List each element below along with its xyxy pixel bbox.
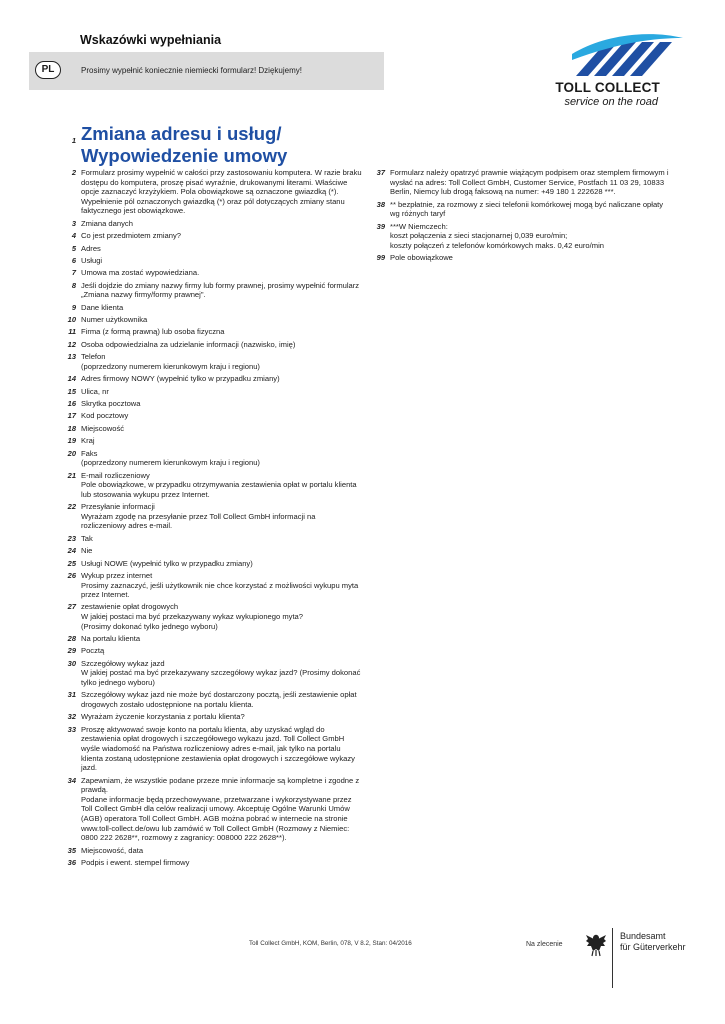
legend-item: [62, 303, 362, 313]
legend-item: [62, 424, 362, 434]
legend-item-text: Na portalu klienta: [81, 634, 141, 644]
legend-item-text: Szczegółowy wykaz jazd nie może być dostarczony pocztą, jeśli zestawienie opłat drogowych zostało udostępnione na portalu klienta.: [81, 690, 357, 710]
legend-item-number: 6: [71, 255, 76, 265]
legend-item-text: Zapewniam, że wszystkie podane przeze mnie informacje są kompletne i zgodne z prawdą. Podane informacje będą przechowywane, przetwarzane i wykorzystywane przez Toll Collect GmbH dla celów realizacji umowy. Akceptuję Ogólne Warunki Umów (AGB) operatora Toll Collect GmbH. AGB można pobrać w internecie na stronie www.toll-collect.de/owu lub zamówić w Toll Collect GmbH (Rozmowy z Niemiec: 0800 222 2628**, rozmowy z zagranicy: 008000 222 2628**).: [81, 775, 360, 843]
legend-item-text: Usługi: [81, 255, 103, 265]
legend-item-number: 30: [67, 658, 76, 668]
legend-item-number: 37: [376, 168, 385, 177]
legend-item-number: 14: [67, 374, 76, 384]
title-number: 1: [71, 136, 76, 145]
legend-item: [62, 315, 362, 325]
legend-item-text: Umowa ma zostać wypowiedziana.: [81, 268, 200, 278]
legend-item: [62, 256, 362, 266]
legend-item-number: 29: [67, 646, 76, 656]
legend-item: [62, 387, 362, 397]
legend-item-number: 22: [67, 502, 76, 512]
legend-item-text: Telefon (poprzedzony numerem kierunkowym kraju i regionu): [81, 352, 260, 371]
legend-item-number: 31: [67, 690, 76, 700]
legend-item-text: zestawienie opłat drogowych W jakiej postaci ma być przekazywany wykaz wykupionego myta? (Prosimy dokonać tylko jednego wyboru): [81, 602, 303, 631]
legend-item-number: 25: [67, 558, 76, 568]
federal-eagle-icon: [585, 929, 607, 957]
legend-item-number: 21: [67, 470, 76, 480]
legend-item: [62, 571, 362, 600]
legend-item: [62, 534, 362, 544]
legend-item-text: Tak: [81, 533, 93, 543]
legend-item-text: Firma (z formą prawną) lub osoba fizyczna: [81, 327, 225, 337]
legend-item-number: 5: [71, 243, 76, 253]
legend-item: [62, 546, 362, 556]
legend-item-text: Przesyłanie informacji Wyrażam zgodę na przesyłanie przez Toll Collect GmbH informacji na rozliczeniowy adres e-mail.: [81, 502, 316, 531]
legend-item-text: Kraj: [81, 436, 95, 446]
legend-item-number: 38: [376, 199, 385, 209]
legend-item-text: Usługi NOWE (wypełnić tylko w przypadku zmiany): [81, 558, 253, 568]
footer-imprint: Toll Collect GmbH, KOM, Berlin, 078, V 8.2, Stan: 04/2016: [249, 940, 412, 947]
left-column: [62, 168, 362, 870]
legend-item: [62, 712, 362, 722]
legend-item-text: Kod pocztowy: [81, 411, 129, 421]
legend-item: [62, 244, 362, 254]
legend-item: [62, 268, 362, 278]
logo-tagline: service on the road: [564, 96, 658, 108]
legend-item-number: 4: [71, 231, 76, 241]
toll-collect-logo: [530, 32, 690, 112]
legend-item-text: Pocztą: [81, 646, 105, 656]
legend-item: [62, 559, 362, 569]
legend-item-number: 16: [67, 399, 76, 409]
legend-item-text: ***W Niemczech: koszt połączenia z sieci stacjonarnej 0,039 euro/min; koszty połączeń z telefonów komórkowych maks. 0,42 euro/min: [390, 221, 604, 250]
language-bar: [29, 52, 384, 90]
legend-item-text: Zmiana danych: [81, 218, 133, 228]
legend-item-text: Szczegółowy wykaz jazd W jakiej postać ma być przekazywany szczegółowy wykaz jazd? (Prosimy dokonać tylko jednego wyboru): [81, 658, 361, 688]
legend-item-text: E-mail rozliczeniowy Pole obowiązkowe, w przypadku otrzymywania zestawienia opłat w portalu klienta lub stosowania wykupu przez Internet.: [81, 470, 357, 499]
right-column: [371, 168, 671, 266]
legend-item-text: Ulica, nr: [81, 386, 109, 396]
legend-item-text: Wykup przez internet Prosimy zaznaczyć, jeśli użytkownik nie chce korzystać z możliwości wykupu myta przez Internet.: [81, 570, 359, 600]
legend-item-text: Skrytka pocztowa: [81, 399, 141, 409]
legend-item: [62, 776, 362, 843]
legend-item-number: 36: [67, 857, 76, 867]
legend-item-text: Formularz prosimy wypełnić w całości przy zastosowaniu komputera. W razie braku dostępu do komputera, proszę pisać wyraźnie, drukowanymi literami. Właściwe opcje zaznaczyć krzyżykiem. Pola obowiązkowe są oznaczone gwiazdką (*). Wypełnienie pól oznaczonych gwiazdką (*) oraz pól dotyczących zmiany stanu faktycznego jest obowiązkowe.: [81, 168, 362, 216]
legend-item-number: 19: [67, 436, 76, 446]
legend-item-text: Dane klienta: [81, 302, 124, 312]
legend-item: [62, 846, 362, 856]
legend-item-number: 18: [67, 423, 76, 433]
legend-item: [62, 449, 362, 468]
legend-item-number: 34: [67, 775, 76, 785]
legend-item: [62, 168, 362, 216]
legend-item-number: 17: [67, 411, 76, 421]
legend-item-text: Co jest przedmiotem zmiany?: [81, 231, 182, 241]
legend-item-text: Numer użytkownika: [81, 315, 148, 325]
legend-item-number: 39: [376, 221, 385, 231]
legend-item-number: 23: [67, 533, 76, 543]
legend-item: [371, 253, 671, 263]
legend-item-number: 32: [67, 712, 76, 722]
legend-item-text: Miejscowość, data: [81, 845, 144, 855]
legend-item-text: Faks (poprzedzony numerem kierunkowym kraju i regionu): [81, 448, 260, 468]
legend-item-number: 10: [67, 315, 76, 325]
legend-item-number: 12: [67, 339, 76, 349]
legend-item-number: 15: [67, 386, 76, 396]
legend-item-number: 26: [67, 570, 76, 580]
legend-item-number: 28: [67, 634, 76, 644]
legend-item-number: 33: [67, 724, 76, 734]
authority-name: Bundesamt für Güterverkehr: [620, 931, 686, 952]
legend-item: [371, 200, 671, 219]
legend-item-text: Formularz należy opatrzyć prawnie wiążącym podpisem oraz stemplem firmowym i wysłać na adres: Toll Collect GmbH, Customer Service, Postfach 11 03 29, 10833 Berlin, Niemcy lub drogą faksową na numer: +49 180 1 222628 ***.: [390, 168, 669, 197]
legend-item: [62, 858, 362, 868]
legend-item: [62, 411, 362, 421]
legend-item-number: 13: [67, 352, 76, 362]
legend-item: [62, 340, 362, 350]
legend-item-text: Proszę aktywować swoje konto na portalu klienta, aby uzyskać wgląd do zestawienia opłat drogowych i szczegółowego wykazu jazd. Toll Collect GmbH wyśle wiadomość na Państwa rozliczeniowy adres e-mail, jak tylko na portalu klienta zostaną udostępnione zestawienia opłat drogowych i szczegółowe wykazy jazd.: [81, 724, 355, 773]
legend-item: [62, 352, 362, 371]
legend-item-number: 7: [71, 268, 76, 278]
legend-item: [62, 602, 362, 631]
legend-item: [62, 281, 362, 300]
legend-item-number: 3: [71, 218, 76, 228]
legend-item: [62, 725, 362, 773]
legend-item-number: 8: [71, 280, 76, 290]
legend-item-text: Adres firmowy NOWY (wypełnić tylko w przypadku zmiany): [81, 374, 280, 384]
legend-item-number: 9: [71, 302, 76, 312]
page-heading: Wskazówki wypełniania: [80, 33, 222, 47]
legend-item-text: Nie: [81, 546, 93, 556]
legend-item: [62, 436, 362, 446]
language-note: Prosimy wypełnić koniecznie niemiecki formularz! Dziękujemy!: [81, 66, 302, 75]
legend-item: [62, 471, 362, 500]
legend-item-text: Pole obowiązkowe: [390, 253, 453, 263]
legend-item: [62, 690, 362, 709]
legend-item-text: Miejscowość: [81, 423, 125, 433]
logo-mark-icon: [570, 32, 685, 78]
legend-item: [62, 659, 362, 688]
legend-item-text: Podpis i ewent. stempel firmowy: [81, 857, 190, 867]
legend-item-number: 20: [67, 448, 76, 458]
logo-name: TOLL COLLECT: [555, 80, 660, 95]
legend-item: [62, 646, 362, 656]
legend-item: [62, 327, 362, 337]
legend-item-text: ** bezpłatnie, za rozmowy z sieci telefonii komórkowej mogą być naliczane opłaty wg różnych taryf: [390, 199, 664, 219]
legend-item: [62, 399, 362, 409]
legend-item-number: 24: [67, 546, 76, 556]
legend-item-text: Adres: [81, 243, 101, 253]
legend-item-text: Osoba odpowiedzialna za udzielanie informacji (nazwisko, imię): [81, 339, 296, 349]
legend-item: [62, 502, 362, 531]
legend-item-number: 2: [71, 168, 76, 177]
legend-item-number: 11: [68, 327, 76, 337]
legend-item-number: 99: [376, 253, 385, 263]
legend-item: [62, 231, 362, 241]
commission-label: Na zlecenie: [526, 941, 563, 948]
legend-item: [62, 634, 362, 644]
legend-item-text: Jeśli dojdzie do zmiany nazwy firmy lub formy prawnej, prosimy wypełnić formularz „Zmiana nazwy firmy/formy prawnej".: [81, 280, 360, 300]
legend-item-number: 35: [67, 845, 76, 855]
legend-item-text: Wyrażam życzenie korzystania z portalu klienta?: [81, 712, 245, 722]
legend-item: [371, 168, 671, 197]
title-text: Zmiana adresu i usług/ Wypowiedzenie umowy: [81, 123, 288, 166]
legend-item: [62, 374, 362, 384]
legend-item: [62, 219, 362, 229]
legend-item: [371, 222, 671, 251]
legend-item-number: 27: [67, 602, 76, 612]
authority-divider: [612, 928, 613, 988]
language-badge: PL: [35, 61, 61, 79]
